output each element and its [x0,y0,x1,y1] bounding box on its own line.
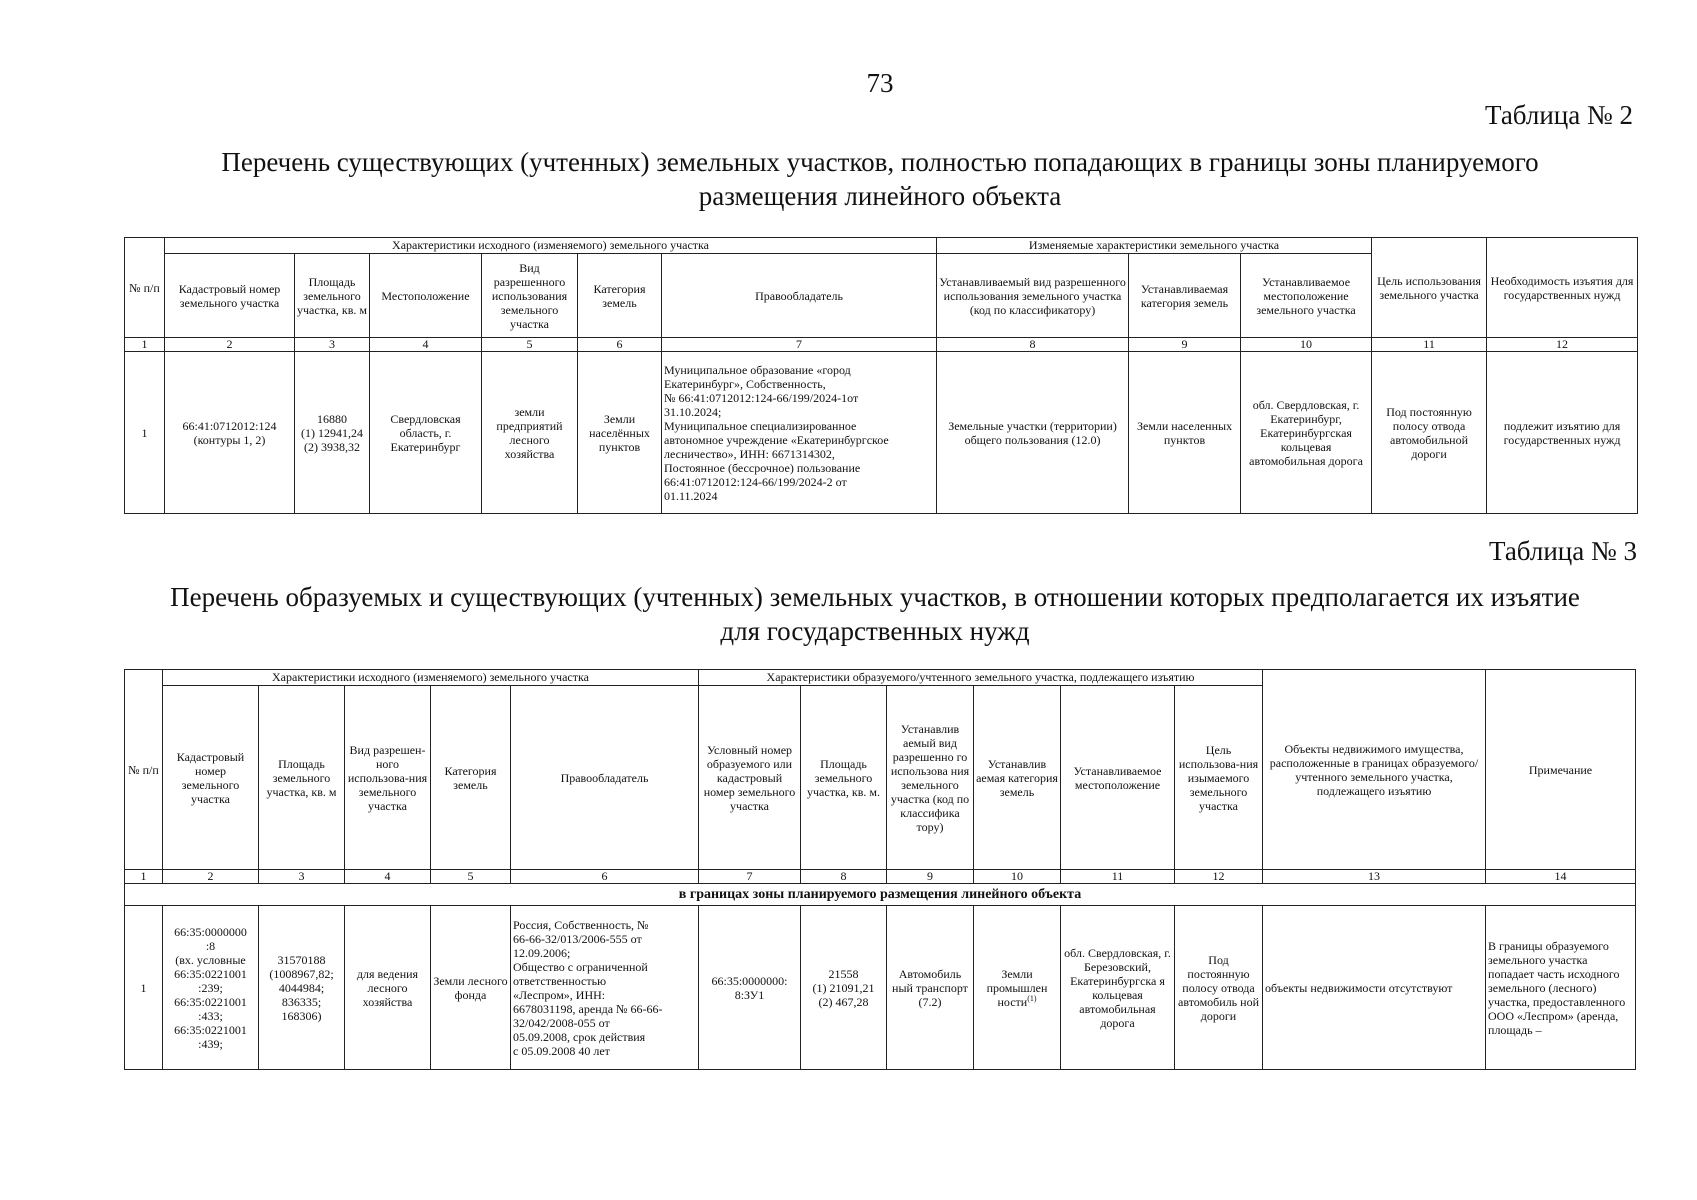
t2-col-number: 2 [165,338,295,352]
t3-row-holder [511,906,699,1070]
t3-col-number: 8 [801,870,887,884]
t3-col-number: 13 [1263,870,1486,884]
t3-column-numbers [125,870,1636,884]
t3-row-new-location: обл. Свердловская, г. Березовский, Екатеринбургска я кольцевая автомобильная дорога [1061,906,1175,1070]
table-3-title-line2: для государственных нужд [720,616,1030,646]
t3-row-objects: объекты недвижимости отсутствуют [1263,906,1486,1070]
t2-header-cadastral: Кадастровый номер земельного участка [165,254,295,338]
t3-header-new-category: Устанавлив аемая категория земель [974,686,1061,870]
t3-row-new-category-text: Земли промышлен ности [986,966,1048,1009]
holder-line: № 66:41:0712012:124-66/199/2024-1от [664,390,859,405]
area-line: 31570188 [277,952,326,967]
t3-header-num: № п/п [125,670,163,870]
t2-col-number: 1 [125,338,165,352]
t2-row-permitted-use: земли предприятий лесного хозяйства [482,352,578,514]
t2-row-area-total: 16880 [317,411,347,426]
t3-col-number: 7 [699,870,801,884]
t2-header-area: Площадь земельного участка, кв. м [295,254,370,338]
area-line: (1008967,82; [269,966,334,981]
holder-line: 66:41:0712012:124-66/199/2024-2 от [664,474,847,489]
table-2-label: Таблица № 2 [1485,100,1633,130]
area-line: 168306) [281,1008,322,1023]
cadastral-line: 66:35:0000000 [174,924,247,939]
holder-line: 32/042/2008-055 от [513,1015,610,1030]
t2-header-location: Местоположение [370,254,482,338]
t3-header-area: Площадь земельного участка, кв. м [259,686,345,870]
table-3-label: Таблица № 3 [1489,536,1637,566]
cadastral-line: :8 [205,938,216,953]
t3-header-permitted-use: Вид разрешен-ного использова-ния земельного участка [345,686,431,870]
t2-col-number: 8 [937,338,1129,352]
t3-row-permitted-use: для ведения лесного хозяйства [345,906,431,1070]
holder-line: Постоянное (бессрочное) пользование [664,460,861,475]
t2-col-number: 9 [1129,338,1241,352]
t2-row-necessity: подлежит изъятию для государственных нужд [1487,352,1638,514]
t3-col-number: 5 [431,870,511,884]
t2-header-purpose: Цель использования земельного участка [1372,238,1487,338]
t3-row-num: 1 [125,906,163,1070]
t3-row-new-area-2: (2) 467,28 [818,994,869,1009]
t2-col-number: 3 [295,338,370,352]
table-3-title-line1: Перечень образуемых и существующих (учтенных) земельных участков, в отношении которых предполагается их изъятие [170,582,1580,612]
table-2-title [0,145,1697,213]
t3-col-number: 2 [163,870,259,884]
t3-header-category: Категория земель [431,686,511,870]
cadastral-line: :239; [198,980,223,995]
t2-col-number: 4 [370,338,482,352]
holder-line: 6678031198, аренда № 66-66- [513,1001,663,1016]
t2-row-cadastral: 66:41:0712012:124 (контуры 1, 2) [165,352,295,514]
t3-header-note: Примечание [1486,670,1636,870]
t3-row-new-area-1: (1) 21091,21 [812,980,875,995]
t3-col-number: 11 [1061,870,1175,884]
t2-header-num: № п/п [125,238,165,338]
t3-col-number: 14 [1486,870,1636,884]
holder-line: лесничество», ИНН: 6671314302, [664,446,835,461]
t3-col-number: 12 [1175,870,1263,884]
holder-line: автономное учреждение «Екатеринбургское [664,432,889,447]
t2-row-location: Свердловская область, г. Екатеринбург [370,352,482,514]
t3-row-note: В границы образуемого земельного участка попадает часть исходного земельного (лесного) участка, предоставленного ООО «Леспром» (аренда, площадь – [1486,906,1636,1070]
area-line: 836335; [281,994,322,1009]
cadastral-line: :439; [198,1036,223,1051]
cadastral-line: 66:35:0221001 [174,1022,247,1037]
t2-row-category: Земли населённых пунктов [578,352,662,514]
t3-header-new-use: Устанавлив аемый вид разрешенно го использова ния земельного участка (код по классифика тору) [887,686,974,870]
t3-header-new-area: Площадь земельного участка, кв. м. [801,686,887,870]
t2-column-numbers [125,338,1638,352]
t3-header-conditional-num: Условный номер образуемого или кадастровый номер земельного участка [699,686,801,870]
t3-header-objects: Объекты недвижимого имущества, расположенные в границах образуемого/учтенного земельного участка, подлежащего изъятию [1263,670,1486,870]
holder-line: 66-66-32/013/2006-555 от [513,931,642,946]
area-line: 4044984; [278,980,325,995]
t3-row-category: Земли лесного фонда [431,906,511,1070]
t2-col-number: 12 [1487,338,1638,352]
t3-header-holder: Правообладатель [511,686,699,870]
t2-col-number: 5 [482,338,578,352]
table-row [125,906,1636,1070]
t3-header-new-location: Устанавливаемое местоположение [1061,686,1175,870]
t2-header-group-changed: Изменяемые характеристики земельного участка [937,238,1372,254]
holder-line: 05.09.2008, срок действия [513,1029,646,1044]
t2-header-new-location: Устанавливаемое местоположение земельного участка [1241,254,1372,338]
t2-header-necessity: Необходимость изъятия для государственных нужд [1487,238,1638,338]
t3-row-new-use: Автомобиль ный транспорт (7.2) [887,906,974,1070]
t3-row-area [259,906,345,1070]
cadastral-line: :433; [198,1008,223,1023]
table-row [125,352,1638,514]
t3-row-new-area-total: 21558 [828,966,859,981]
table-3 [124,669,1636,1070]
t2-header-new-category: Устанавливаемая категория земель [1129,254,1241,338]
t2-row-area [295,352,370,514]
t3-row-cadastral [163,906,259,1070]
t3-col-number: 6 [511,870,699,884]
t2-header-group-source: Характеристики исходного (изменяемого) земельного участка [165,238,937,254]
t2-col-number: 10 [1241,338,1372,352]
t3-row-new-area [801,906,887,1070]
table-3-title [90,580,1660,648]
t3-section-heading: в границах зоны планируемого размещения линейного объекта [125,884,1636,906]
t3-col-number: 9 [887,870,974,884]
t3-row-new-category [974,906,1061,1070]
t2-row-new-use: Земельные участки (территории) общего пользования (12.0) [937,352,1129,514]
holder-line: Муниципальное образование «город [664,362,851,377]
t3-col-number: 1 [125,870,163,884]
t3-header-purpose: Цель использова-ния изымаемого земельного участка [1175,686,1263,870]
cadastral-line: 66:35:0221001 [174,994,247,1009]
t2-row-holder [662,352,937,514]
t3-col-number: 10 [974,870,1061,884]
holder-line: «Леспром», ИНН: [513,987,606,1002]
t2-col-number: 6 [578,338,662,352]
t2-col-number: 7 [662,338,937,352]
page-number: 73 [866,68,894,98]
t2-row-purpose: Под постоянную полосу отвода автомобильной дороги [1372,352,1487,514]
holder-line: Россия, Собственность, № [513,917,649,932]
t2-header-permitted-use: Вид разрешенного использования земельного участка [482,254,578,338]
table-2 [124,237,1638,514]
t3-row-conditional-num: 66:35:0000000: 8:ЗУ1 [699,906,801,1070]
t2-row-new-location: обл. Свердловская, г. Екатеринбург, Екатеринбургская кольцевая автомобильная дорога [1241,352,1372,514]
t3-row-purpose: Под постоянную полосу отвода автомобиль ной дороги [1175,906,1263,1070]
t2-row-area-2: (2) 3938,32 [304,439,360,454]
holder-line: 31.10.2024; [664,404,722,419]
table-2-title-line1: Перечень существующих (учтенных) земельных участков, полностью попадающих в границы зоны планируемого [221,147,1539,177]
holder-line: с 05.09.2008 40 лет [513,1043,610,1058]
t3-header-group-source: Характеристики исходного (изменяемого) земельного участка [163,670,699,686]
t2-row-num: 1 [125,352,165,514]
cadastral-line: (вх. условные [175,952,246,967]
t2-row-new-category: Земли населенных пунктов [1129,352,1241,514]
holder-line: Екатеринбург», Собственность, [664,376,826,391]
t2-col-number: 11 [1372,338,1487,352]
t2-header-new-use: Устанавливаемый вид разрешенного использования земельного участка (код по классификатору) [937,254,1129,338]
t3-header-group-formed: Характеристики образуемого/учтенного земельного участка, подлежащего изъятию [699,670,1263,686]
holder-line: Муниципальное специализированное [664,418,857,433]
holder-line: 01.11.2024 [664,488,718,503]
t3-header-cadastral: Кадастровый номер земельного участка [163,686,259,870]
holder-line: ответственностью [513,973,607,988]
holder-line: Общество с ограниченной [513,959,648,974]
holder-line: 12.09.2006; [513,945,571,960]
t3-col-number: 3 [259,870,345,884]
table-2-title-line2: размещения линейного объекта [698,181,1062,211]
t3-col-number: 4 [345,870,431,884]
t2-row-area-1: (1) 12941,24 [301,425,363,440]
cadastral-line: 66:35:0221001 [174,966,247,981]
t2-header-holder: Правообладатель [662,254,937,338]
t2-header-category: Категория земель [578,254,662,338]
footnote-marker: (1) [1027,993,1037,1003]
